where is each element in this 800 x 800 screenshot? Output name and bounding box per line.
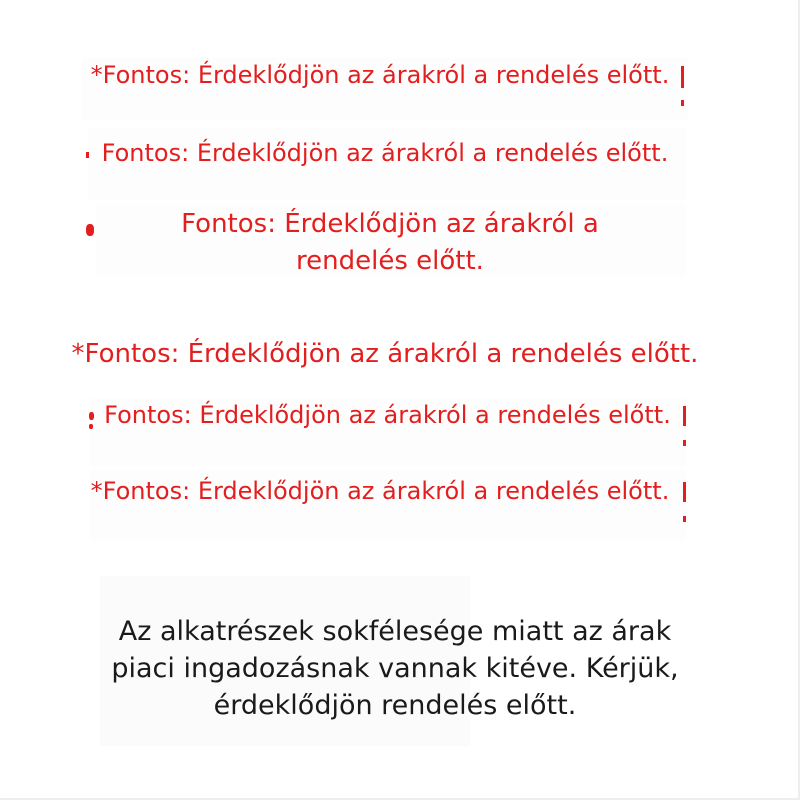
price-notice: *Fontos: Érdeklődjön az árakról a rendelés előtt.	[90, 61, 670, 89]
red-fragment	[86, 224, 94, 236]
price-notice: *Fontos: Érdeklődjön az árakról a rendelés előtt.	[90, 477, 670, 505]
price-notice: Fontos: Érdeklődjön az árakról a rendelés előtt.	[104, 401, 671, 429]
red-fragment	[683, 440, 686, 446]
red-fragment	[89, 412, 94, 420]
red-fragment	[683, 482, 686, 502]
red-fragment	[89, 424, 93, 429]
red-fragment	[681, 100, 684, 106]
price-notice: Fontos: Érdeklődjön az árakról a rendelés előtt.	[181, 209, 599, 276]
red-fragment	[681, 66, 684, 88]
red-fragment	[683, 406, 686, 426]
red-fragment	[683, 516, 686, 522]
main-message: Az alkatrészek sokfélesége miatt az árak piaci ingadozásnak vannak kitéve. Kérjük, érdeklődjön rendelés előtt.	[111, 616, 679, 721]
red-fragment	[86, 152, 89, 158]
price-notice: Fontos: Érdeklődjön az árakról a rendelés előtt.	[101, 139, 669, 167]
price-notice: *Fontos: Érdeklődjön az árakról a rendelés előtt.	[71, 339, 699, 369]
